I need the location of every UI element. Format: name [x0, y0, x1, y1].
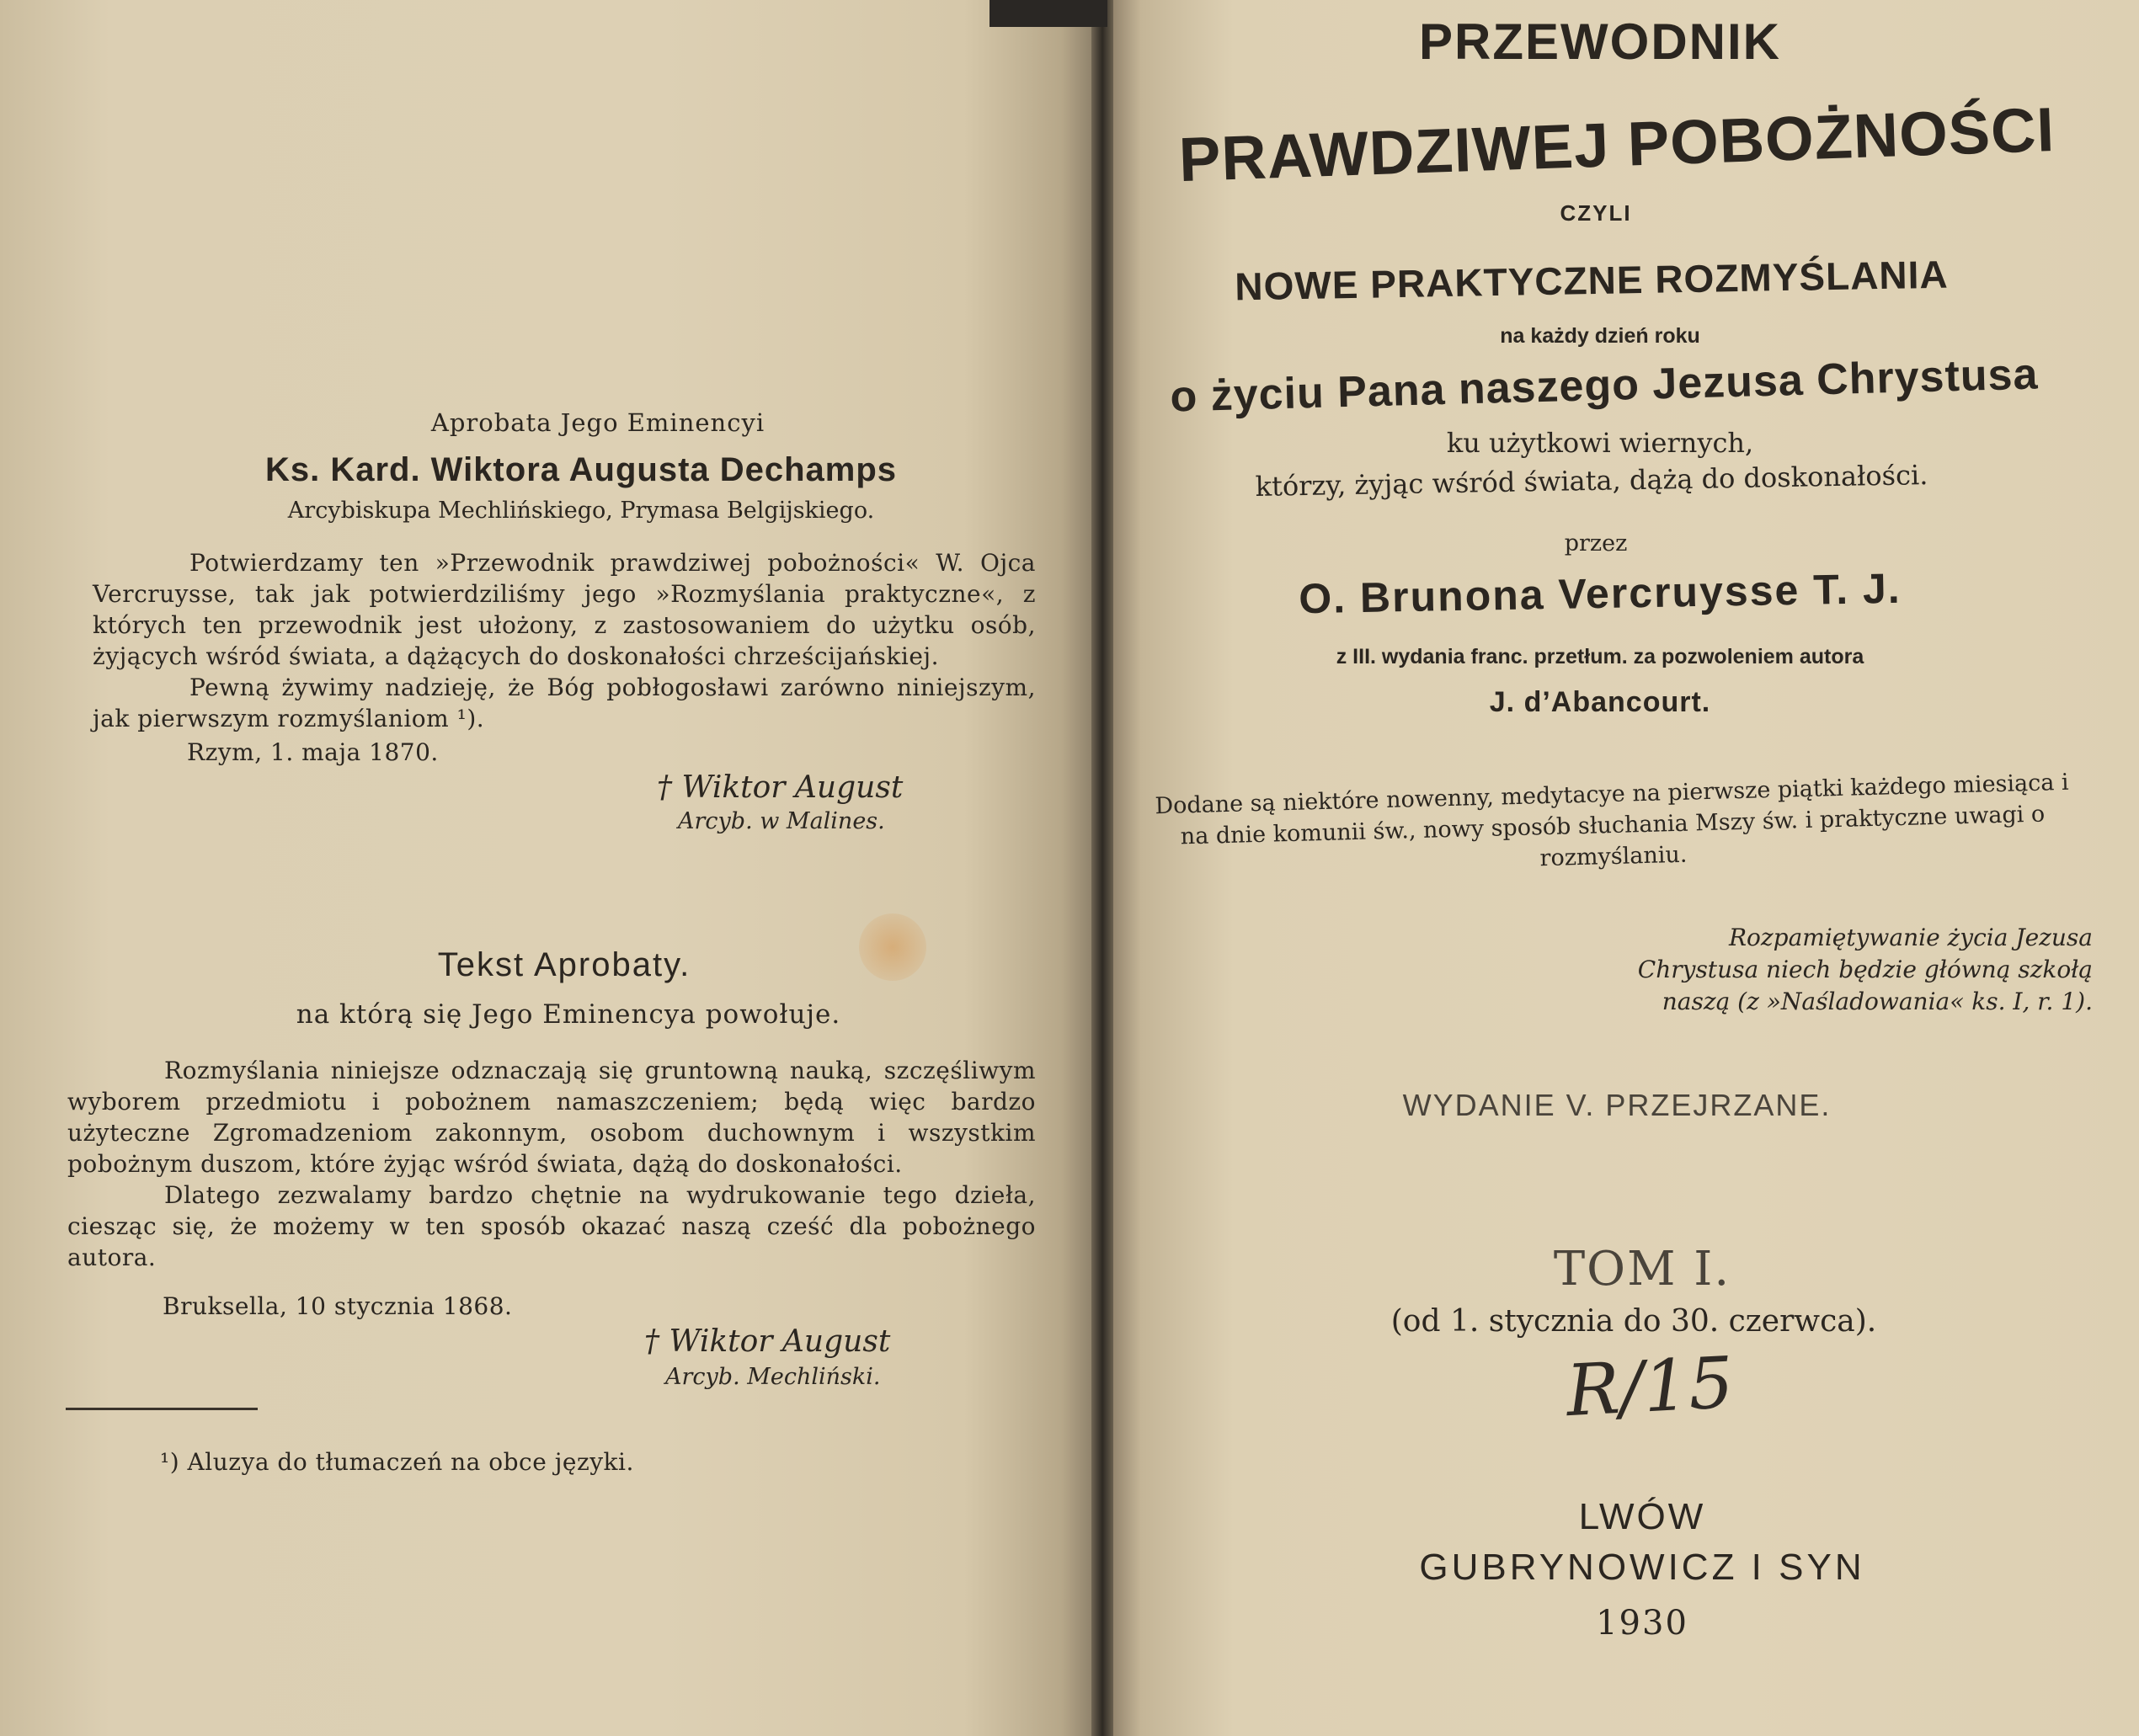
approval-paragraph-2: Pewną żywimy nadzieję, że Bóg pobłogosławi zarówno niniejszym, jak pierwszym rozmyślaniom ¹).	[93, 674, 1036, 732]
approval-text	[93, 547, 1036, 734]
place-date-2: Bruksella, 10 stycznia 1868.	[163, 1292, 513, 1320]
place-date-1: Rzym, 1. maja 1870.	[187, 738, 439, 766]
signature-2-name: † Wiktor August	[644, 1324, 891, 1359]
text-paragraph-1: Rozmyślania niniejsze odznaczają się gruntowną nauką, szczęśliwym wyborem przedmiotu i pobożnem namaszczeniem; będą więc bardzo użyteczne Zgromadzeniom zakonnym, osobom duchownym i wszystkim pobożnym duszom, które żyjąc wśród świata, dążą do doskonałości.	[67, 1057, 1036, 1178]
volume-number: TOM I.	[1553, 1242, 1731, 1297]
handwritten-shelfmark: R/15	[1564, 1340, 1736, 1433]
signature-2-title: Arcyb. Mechliński.	[665, 1364, 881, 1390]
additions-note: Dodane są niektóre nowenny, medytacye na pierwsze piątki każdego miesiąca i na dnie komunii św., nowy sposób słuchania Mszy św. i praktyczne uwagi o rozmyślaniu.	[1155, 769, 2069, 872]
purpose-line-1: ku użytkowi wiernych,	[1446, 427, 1754, 459]
cardinal-name: Ks. Kard. Wiktora Augusta Dechamps	[264, 451, 898, 488]
title-line-1: PRZEWODNIK	[1419, 13, 1781, 70]
subtitle: NOWE PRAKTYCZNE ROZMYŚLANIA	[1234, 252, 1950, 309]
imprint-publisher: GUBRYNOWICZ I SYN	[1419, 1547, 1865, 1588]
text-subheading: na którą się Jego Eminencya powołuje.	[296, 999, 841, 1030]
purpose-line-2: którzy, żyjąc wśród świata, dążą do doskonałości.	[1255, 459, 1928, 503]
footnote: ¹) Aluzya do tłumaczeń na obce języki.	[160, 1448, 634, 1476]
przez-label: przez	[1564, 530, 1628, 556]
subject-line: o życiu Pana naszego Jezusa Chrystusa	[1169, 349, 2040, 422]
imprint-city: LWÓW	[1578, 1496, 1706, 1537]
approbation-text	[67, 1055, 1036, 1273]
epigraph: Rozpamiętywanie życia Jezusa Chrystusa niech będzie główną szkołą naszą (z »Naśladowania« ks. I, r. 1).	[1637, 924, 2093, 1015]
text-paragraph-2: Dlatego zezwalamy bardzo chętnie na wydrukowanie tego dzieła, ciesząc się, że możemy w ten sposób okazać naszą cześć dla pobożnego autora.	[67, 1181, 1036, 1271]
book-gutter	[1091, 0, 1113, 1736]
author-name: O. Brunona Vercruysse T. J.	[1298, 564, 1902, 623]
translator-name: J. d’Abancourt.	[1489, 686, 1711, 718]
signature-1-title: Arcyb. w Malines.	[678, 808, 885, 834]
daily-label: na każdy dzień roku	[1500, 324, 1700, 348]
text-heading: Tekst Aprobaty.	[437, 946, 691, 983]
translation-note: z III. wydania franc. przetłum. za pozwoleniem autora	[1336, 645, 1864, 668]
edition-stamp: WYDANIE V. PRZEJRZANE.	[1402, 1088, 1832, 1122]
czyli-label: CZYLI	[1560, 200, 1632, 226]
volume-range: (od 1. stycznia do 30. czerwca).	[1390, 1304, 1877, 1339]
approval-paragraph-1: Potwierdzamy ten »Przewodnik prawdziwej pobożności« W. Ojca Vercruysse, tak jak potwierdziliśmy jego »Rozmyślania praktyczne«, z których ten przewodnik jest ułożony, z zastosowaniem do użytku osób, żyjących wśród świata, a dążących do doskonałości chrześcijańskiej.	[93, 549, 1036, 670]
approbation-heading: Aprobata Jego Eminencyi	[430, 408, 765, 437]
cardinal-title: Arcybiskupa Mechlińskiego, Prymasa Belgijskiego.	[287, 498, 875, 524]
footnote-rule	[66, 1408, 258, 1410]
paper-stain	[859, 913, 926, 981]
background-edge	[989, 0, 1107, 27]
title-line-2: PRAWDZIWEJ POBOŻNOŚCI	[1177, 93, 2056, 195]
imprint-year: 1930	[1596, 1604, 1688, 1643]
signature-1-name: † Wiktor August	[657, 770, 904, 805]
